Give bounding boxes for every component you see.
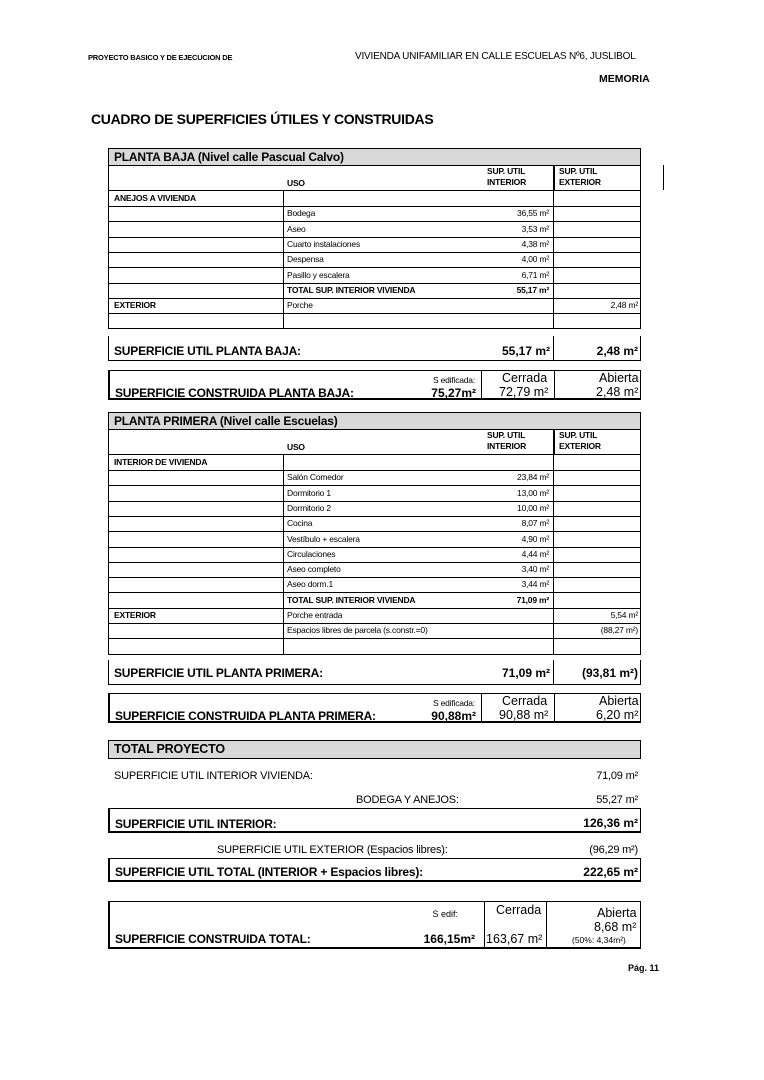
room-name: Aseo completo [287, 564, 341, 575]
total-label: TOTAL SUP. INTERIOR VIVIENDA [287, 284, 416, 295]
constr-baja-abierta: 2,48 m² [596, 385, 639, 399]
exterior-name: Porche entrada [287, 610, 343, 620]
total-constr-label: SUPERFICIE CONSTRUIDA TOTAL: [115, 932, 311, 946]
total-title: TOTAL PROYECTO [108, 740, 641, 759]
constr-baja-label: SUPERFICIE CONSTRUIDA PLANTA BAJA: [115, 386, 354, 400]
util-primera-int: 71,09 m² [501, 666, 550, 680]
room-name: Dormitorio 1 [287, 487, 331, 498]
table-row [108, 470, 641, 486]
table-row [108, 222, 641, 238]
util-baja-ext: 2,48 m² [596, 344, 638, 358]
total-cerrada-value: 163,67 m² [486, 932, 543, 946]
constr-baja-sedif: 75,27m² [431, 386, 476, 400]
total-bodega-value: 55,27 m² [596, 794, 638, 806]
total-util-int-viv-value: 71,09 m² [596, 770, 638, 782]
room-name: Bodega [287, 208, 316, 219]
table-row [108, 608, 641, 624]
total-value: 71,09 m² [516, 594, 549, 605]
room-name: Cuarto instalaciones [287, 238, 361, 249]
table-row [108, 501, 641, 517]
planta-primera-title: PLANTA PRIMERA (Nivel calle Escuelas) [108, 412, 641, 430]
room-name: Despensa [287, 254, 324, 265]
col-int-2: INTERIOR [487, 177, 527, 187]
total-abierta-value: 8,68 m² [594, 920, 637, 934]
table-row [108, 206, 641, 222]
util-baja-row [108, 336, 641, 361]
planta-primera-header-row [108, 429, 641, 455]
room-int: 4,90 m² [521, 533, 549, 544]
total-constr-box [108, 901, 641, 949]
total-util-int-viv-label: SUPERFICIE UTIL INTERIOR VIVIENDA: [114, 770, 313, 782]
constr-primera-cerrada-label: Cerrada [502, 694, 548, 708]
room-int: 10,00 m² [517, 502, 549, 513]
total-util-ext-value: (96,29 m²) [589, 844, 638, 856]
constr-primera-abierta: 6,20 m² [596, 708, 639, 722]
table-row [108, 562, 641, 578]
project-header: PROYECTO BASICO Y DE EJECUCION DE [88, 53, 233, 62]
group-label: ANEJOS A VIVIENDA [114, 193, 196, 203]
table-row [108, 623, 641, 639]
total-sedif-value: 166,15m² [423, 932, 475, 946]
total-value: 55,17 m² [516, 284, 549, 295]
room-int: 23,84 m² [517, 472, 549, 483]
project-name: VIVIENDA UNIFAMILIAR EN CALLE ESCUELAS Nº6, JUSLIBOL [355, 51, 636, 62]
planta-baja-header-row [108, 165, 641, 191]
planta-baja-title: PLANTA BAJA (Nivel calle Pascual Calvo) [108, 148, 641, 166]
page-title: CUADRO DE SUPERFICIES ÚTILES Y CONSTRUIDAS [91, 111, 434, 127]
exterior-label: EXTERIOR [114, 610, 156, 620]
constr-primera-box [108, 693, 641, 723]
total-util-ext-label: SUPERFICIE UTIL EXTERIOR (Espacios libres): [217, 844, 448, 856]
table-row [108, 593, 641, 609]
constr-baja-box [108, 370, 641, 400]
total-util-int-box [108, 808, 641, 833]
room-name: Circulaciones [287, 548, 336, 559]
table-row [108, 237, 641, 253]
col-ext-2: EXTERIOR [559, 441, 601, 451]
page-number: Pág. 11 [628, 963, 660, 973]
room-int: 8,07 m² [521, 518, 549, 529]
util-baja-label: SUPERFICIE UTIL PLANTA BAJA: [114, 344, 301, 358]
room-name: Aseo dorm.1 [287, 579, 333, 590]
total-util-total-label: SUPERFICIE UTIL TOTAL (INTERIOR + Espacios libres): [115, 865, 423, 879]
table-row [108, 252, 641, 268]
total-util-total-value: 222,65 m² [583, 865, 638, 879]
total-util-total-box [108, 858, 641, 882]
room-int: 36,55 m² [517, 208, 549, 219]
col-ext-1: SUP. UTIL [559, 166, 598, 176]
col-ext-2: EXTERIOR [559, 177, 601, 187]
table-row [108, 486, 641, 502]
util-primera-row [108, 660, 641, 685]
room-name: Cocina [287, 518, 313, 529]
exterior-name: Porche [287, 300, 313, 311]
col-uso: USO [287, 178, 305, 188]
room-name: Salón Comedor [287, 472, 344, 483]
room-name: Dormitorio 2 [287, 502, 331, 513]
total-abierta-note: (50%: 4,34m²) [572, 935, 626, 945]
room-int: 13,00 m² [517, 487, 549, 498]
col-uso: USO [287, 442, 305, 452]
group-label: INTERIOR DE VIVIENDA [114, 457, 208, 467]
room-int: 3,40 m² [521, 564, 549, 575]
constr-primera-sedif-label: S edificada: [432, 698, 475, 708]
room-name: Vestíbulo + escalera [287, 533, 360, 544]
section-label: MEMORIA [599, 73, 650, 85]
table-row [108, 532, 641, 548]
constr-baja-abierta-label: Abierta [599, 371, 639, 385]
table-row [108, 191, 641, 207]
table-row [108, 547, 641, 563]
total-util-int-label: SUPERFICIE UTIL INTERIOR: [115, 817, 277, 831]
room-int: 3,53 m² [521, 223, 549, 234]
exterior-value: 2,48 m² [610, 300, 638, 311]
util-primera-ext: (93,81 m²) [581, 666, 638, 680]
exterior-value: (88,27 m²) [600, 625, 638, 636]
constr-baja-cerrada: 72,79 m² [499, 385, 549, 399]
constr-primera-cerrada: 90,88 m² [499, 708, 549, 722]
empty-row [108, 313, 641, 329]
constr-baja-cerrada-label: Cerrada [502, 371, 548, 385]
util-baja-int: 55,17 m² [501, 344, 550, 358]
constr-baja-sedif-label: S edificada: [432, 375, 475, 385]
util-primera-label: SUPERFICIE UTIL PLANTA PRIMERA: [114, 666, 323, 680]
constr-primera-abierta-label: Abierta [599, 694, 639, 708]
table-row [108, 283, 641, 299]
table-row [108, 298, 641, 314]
total-sedif-label: S edif: [432, 909, 458, 919]
table-row [108, 577, 641, 593]
table-row [108, 268, 641, 284]
room-int: 6,71 m² [521, 269, 549, 280]
table-row [108, 516, 641, 532]
col-int-1: SUP. UTIL [487, 166, 526, 176]
room-int: 4,38 m² [521, 238, 549, 249]
total-abierta-label: Abierta [597, 906, 637, 920]
empty-row [108, 639, 641, 655]
room-int: 4,00 m² [521, 254, 549, 265]
room-int: 3,44 m² [521, 579, 549, 590]
col-int-1: SUP. UTIL [487, 430, 526, 440]
total-util-int-value: 126,36 m² [583, 816, 638, 830]
exterior-name: Espacios libres de parcela (s.constr.=0) [287, 625, 428, 636]
total-cerrada-label: Cerrada [496, 903, 542, 917]
col-ext-1: SUP. UTIL [559, 430, 598, 440]
total-label: TOTAL SUP. INTERIOR VIVIENDA [287, 594, 416, 605]
room-int: 4,44 m² [521, 548, 549, 559]
table-row [108, 455, 641, 471]
room-name: Aseo [287, 223, 306, 234]
constr-primera-sedif: 90,88m² [431, 709, 476, 723]
col-int-2: INTERIOR [487, 441, 527, 451]
room-name: Pasillo y escalera [287, 269, 350, 280]
exterior-label: EXTERIOR [114, 300, 156, 311]
exterior-value: 5,54 m² [610, 610, 638, 620]
total-bodega-label: BODEGA Y ANEJOS: [356, 794, 459, 806]
constr-primera-label: SUPERFICIE CONSTRUIDA PLANTA PRIMERA: [115, 709, 376, 723]
